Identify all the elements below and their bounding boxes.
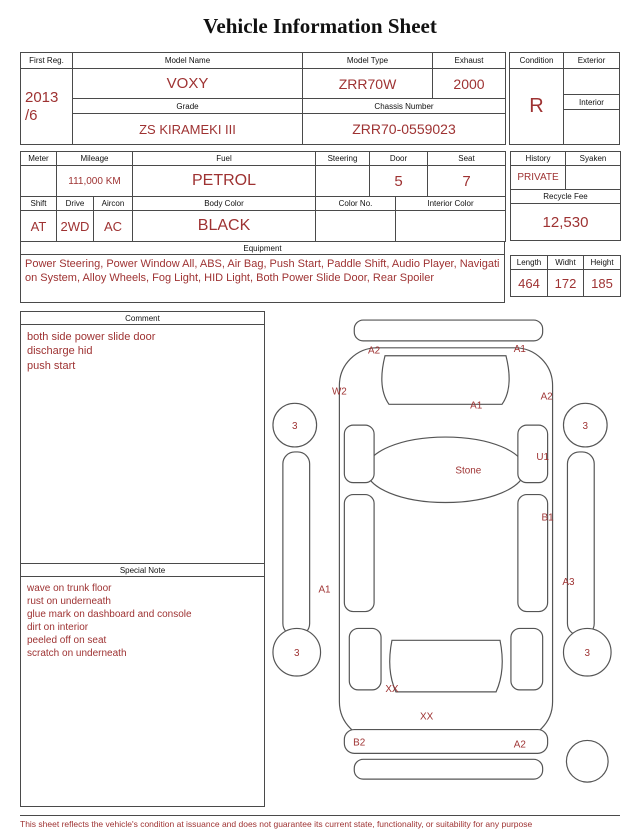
exterior-label: Exterior: [564, 53, 620, 69]
diagram-label-a1-front-right: A1: [513, 343, 526, 355]
diagram-label-3-rear-right: 3: [584, 648, 591, 660]
car-top-view: [268, 311, 620, 808]
exterior-value: [564, 69, 620, 95]
meter-value: [21, 166, 57, 197]
specs-block: [20, 151, 620, 303]
chassis-number-label: Chassis Number: [303, 99, 506, 114]
comment-body: [21, 325, 264, 378]
specs-table-1: [20, 151, 506, 197]
shift-label: Shift: [21, 197, 57, 211]
drive-label: Drive: [57, 197, 94, 211]
diagram-label-u1: U1: [536, 451, 549, 463]
model-type-label: Model Type: [303, 53, 433, 69]
specs-table-2: [20, 196, 506, 242]
condition-table: [509, 52, 620, 145]
comment-header: Comment: [21, 312, 264, 325]
equipment-value: Power Steering, Power Window All, ABS, Air Bag, Push Start, Paddle Shift, Audio Player, Navigation System, Alloy Wheels, Fog Light, HID Light, Both Power Slide Door, Rear Spoiler: [21, 255, 505, 303]
hood: [382, 356, 509, 405]
color-no-label: Color No.: [316, 197, 396, 211]
special-note-line: peeled off on seat: [27, 635, 107, 646]
mileage-label: Mileage: [57, 152, 133, 166]
right-rocker-panel: [567, 452, 594, 635]
front-bumper: [354, 320, 542, 341]
special-note-line: scratch on underneath: [27, 648, 127, 659]
model-name-label: Model Name: [73, 53, 303, 69]
syaken-label: Syaken: [566, 152, 621, 166]
aircon-value: AC: [94, 211, 133, 242]
vehicle-id-table: [20, 52, 506, 145]
special-note-line: wave on trunk floor: [27, 583, 112, 594]
diagram-label-b2: B2: [353, 737, 366, 749]
comment-line: discharge hid: [27, 345, 93, 358]
width-label: Widht: [548, 256, 584, 270]
special-note-box: [20, 563, 265, 807]
specs-right: [510, 151, 620, 297]
recycle-fee-value: 12,530: [511, 204, 621, 241]
seat-value: 7: [428, 166, 506, 197]
comment-line: both side power slide door: [27, 331, 156, 343]
diagram-label-xx-2: XX: [420, 711, 434, 723]
aircon-label: Aircon: [94, 197, 133, 211]
meter-label: Meter: [21, 152, 57, 166]
spare-wheel: [566, 740, 608, 782]
height-label: Height: [584, 256, 621, 270]
drive-value: 2WD: [57, 211, 94, 242]
shift-value: AT: [21, 211, 57, 242]
history-label: History: [511, 152, 566, 166]
interior-value: [564, 110, 620, 145]
diagram-label-3-rear-left: 3: [293, 648, 300, 660]
front-door-left: [344, 425, 374, 483]
history-table: [510, 151, 621, 241]
first-reg-year: 2013: [25, 89, 59, 107]
condition-value: R: [510, 69, 564, 145]
first-reg-value: [21, 69, 73, 145]
interior-label: Interior: [564, 95, 620, 110]
grade-label: Grade: [73, 99, 303, 114]
lower-block: [20, 311, 620, 813]
grade-value: ZS KIRAMEKI III: [73, 114, 303, 145]
recycle-fee-label: Recycle Fee: [511, 190, 621, 204]
condition-label: Condition: [510, 53, 564, 69]
diagram-label-xx-1: XX: [385, 683, 399, 695]
car-damage-diagram: [268, 311, 620, 813]
special-note-line: rust on underneath: [27, 596, 111, 607]
diagram-label-b1: B1: [541, 512, 554, 524]
diagram-label-w2: W2: [331, 386, 347, 398]
special-note-line: glue mark on dashboard and console: [27, 609, 192, 620]
body-color-value: BLACK: [133, 211, 316, 242]
rear-lower-bar: [354, 759, 542, 779]
interior-color-value: [396, 211, 506, 242]
fuel-value: PETROL: [133, 166, 316, 197]
page-title: Vehicle Information Sheet: [203, 14, 437, 38]
comment-line: push start: [27, 359, 76, 372]
rear-quarter-right: [511, 628, 543, 689]
diagram-label-a1-hood: A1: [470, 400, 483, 412]
specs-left: [20, 151, 505, 303]
diagram-label-a2-fender: A2: [540, 391, 553, 403]
slide-door-left: [344, 495, 374, 612]
windshield: [366, 437, 525, 502]
rear-quarter-left: [349, 628, 381, 689]
comment-box: [20, 311, 265, 564]
diagram-label-a3: A3: [562, 576, 575, 588]
steering-label: Steering: [316, 152, 370, 166]
equipment-label: Equipment: [21, 242, 505, 255]
fuel-label: Fuel: [133, 152, 316, 166]
history-value: PRIVATE: [511, 166, 566, 190]
chassis-number-value: ZRR70-0559023: [303, 114, 506, 145]
syaken-value: [566, 166, 621, 190]
door-value: 5: [370, 166, 428, 197]
header-block: [20, 52, 620, 145]
steering-value: [316, 166, 370, 197]
door-label: Door: [370, 152, 428, 166]
width-value: 172: [548, 270, 584, 297]
color-no-value: [316, 211, 396, 242]
exhaust-label: Exhaust: [433, 53, 506, 69]
disclaimer: This sheet reflects the vehicle's condition at issuance and does not guarantee its current state, functionality, or suitability for any purpose: [20, 815, 620, 829]
model-name-value: VOXY: [73, 69, 303, 99]
body-color-label: Body Color: [133, 197, 316, 211]
dimensions-table: [510, 255, 621, 297]
diagram-label-stone: Stone: [455, 465, 482, 477]
interior-color-label: Interior Color: [396, 197, 506, 211]
notes-column: [20, 311, 265, 807]
diagram-label-a2-rear: A2: [513, 739, 526, 751]
diagram-label-3-front-right: 3: [582, 421, 589, 433]
rear-hatch: [390, 640, 503, 692]
mileage-value: 111,000 KM: [57, 166, 133, 197]
diagram-label-3-front-left: 3: [292, 421, 298, 433]
special-note-body: [21, 577, 264, 665]
diagram-label-a1-left-side: A1: [318, 584, 331, 596]
seat-label: Seat: [428, 152, 506, 166]
equipment-table: [20, 241, 505, 303]
special-note-header: Special Note: [21, 564, 264, 577]
first-reg-label: First Reg.: [21, 53, 73, 69]
length-label: Length: [511, 256, 548, 270]
diagram-label-a2-front-left: A2: [368, 345, 381, 357]
left-rocker-panel: [283, 452, 310, 635]
length-value: 464: [511, 270, 548, 297]
model-type-value: ZRR70W: [303, 69, 433, 99]
first-reg-month: /6: [25, 106, 38, 124]
special-note-line: dirt on interior: [27, 622, 89, 633]
height-value: 185: [584, 270, 621, 297]
exhaust-value: 2000: [433, 69, 506, 99]
